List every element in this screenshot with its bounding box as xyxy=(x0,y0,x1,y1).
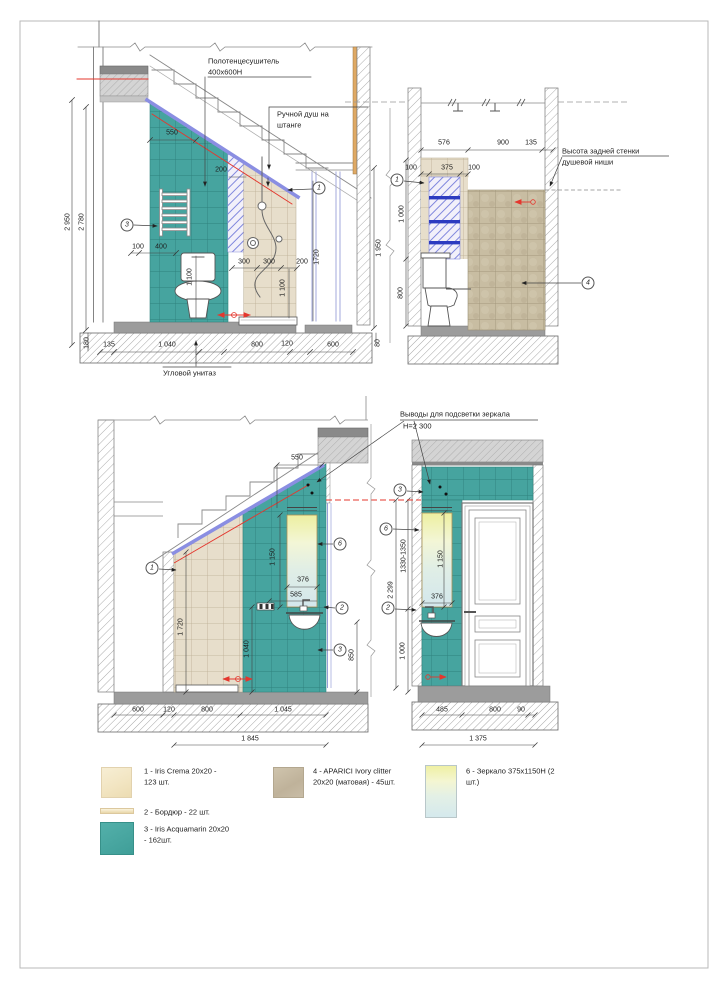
bl-dim-1150: 1 150 xyxy=(269,548,277,566)
bl-dim-1040: 1 040 xyxy=(243,640,251,658)
tl-dim-300-a: 300 xyxy=(238,258,250,266)
br-marker-3: 3 xyxy=(394,484,407,497)
br-ann-mirror-light-line1: Выводы для подсветки зеркала xyxy=(400,409,510,419)
legend-item1-line1: 1 - Iris Crema 20x20 - xyxy=(144,766,217,776)
bl-dim-1720: 1 720 xyxy=(177,618,185,636)
bl-dim-800: 800 xyxy=(201,706,213,714)
bl-dim-120: 120 xyxy=(163,706,175,714)
br-marker-6: 6 xyxy=(380,523,393,536)
tl-ann-corner-toilet: Угловой унитаз xyxy=(163,368,216,378)
swatch-iris-acquamarin xyxy=(100,822,134,855)
tr-dim-1000: 1 000 xyxy=(398,205,406,223)
tl-dim-2950: 2 950 xyxy=(64,213,72,231)
br-dim-1000: 1 000 xyxy=(399,642,407,660)
bl-dim-585: 585 xyxy=(290,591,302,599)
tr-marker-4: 4 xyxy=(582,277,595,290)
br-ann-mirror-light-line2: H=2 300 xyxy=(403,421,432,431)
legend-item6-line2: шт.) xyxy=(466,777,480,787)
tl-ann-handshower-line1: Ручной душ на xyxy=(277,109,329,119)
tr-dim-100-b: 100 xyxy=(468,164,480,172)
bl-dim-1845: 1 845 xyxy=(241,735,259,743)
tl-dim-1950: 1 950 xyxy=(375,239,383,257)
legend-item4-line2: 20x20 (матовая) - 45шт. xyxy=(313,777,396,787)
tl-dim-1100-shower: 1 100 xyxy=(279,279,287,297)
tl-dim-1040: 1 040 xyxy=(158,341,176,349)
tl-ann-towel-line2: 400x600Н xyxy=(208,67,243,77)
tl-dim-2780: 2 780 xyxy=(78,213,86,231)
legend-item4-line1: 4 - APARICI Ivory clitter xyxy=(313,766,392,776)
tl-dim-600: 600 xyxy=(327,341,339,349)
tl-marker-1: 1 xyxy=(313,182,326,195)
tl-dim-200-top: 200 xyxy=(215,166,227,174)
bl-dim-850: 850 xyxy=(348,649,356,661)
swatch-iris-crema xyxy=(101,767,132,798)
tl-dim-180: 180 xyxy=(83,337,91,349)
bl-dim-600: 600 xyxy=(132,706,144,714)
tr-dim-135: 135 xyxy=(525,139,537,147)
tr-dim-800: 800 xyxy=(397,287,405,299)
bl-marker-2: 2 xyxy=(336,602,349,615)
bl-marker-3: 3 xyxy=(334,644,347,657)
tr-ann-niche-line2: душевой ниши xyxy=(562,157,614,167)
br-dim-1375: 1 375 xyxy=(469,735,487,743)
tr-dim-900: 900 xyxy=(497,139,509,147)
legend-item3-line1: 3 - Iris Acquamarin 20x20 xyxy=(144,824,230,834)
br-dim-376: 376 xyxy=(431,593,443,601)
tl-dim-135: 135 xyxy=(103,341,115,349)
tl-dim-800: 800 xyxy=(251,341,263,349)
legend-item1-line2: 123 шт. xyxy=(144,777,170,787)
tl-dim-80: 80 xyxy=(374,339,382,347)
tr-dim-576: 576 xyxy=(438,139,450,147)
tl-dim-400: 400 xyxy=(155,243,167,251)
tl-ann-handshower-line2: штанге xyxy=(277,120,302,130)
bl-dim-550: 550 xyxy=(291,454,303,462)
swatch-aparici xyxy=(273,767,304,798)
tl-dim-120: 120 xyxy=(281,340,293,348)
legend-item3-line2: - 162шт. xyxy=(144,835,172,845)
legend-item2-line1: 2 - Бордюр - 22 шт. xyxy=(144,807,210,817)
swatch-mirror xyxy=(425,765,457,818)
tl-marker-3: 3 xyxy=(121,219,134,232)
tl-dim-550: 550 xyxy=(166,129,178,137)
swatch-border xyxy=(100,808,134,814)
tl-dim-200-right: 200 xyxy=(296,258,308,266)
br-marker-2: 2 xyxy=(382,602,395,615)
br-dim-1330-1350: 1330-1350 xyxy=(400,539,408,573)
bl-marker-6: 6 xyxy=(334,538,347,551)
tr-dim-375: 375 xyxy=(441,164,453,172)
br-dim-2299: 2 299 xyxy=(387,581,395,599)
bl-dim-376: 376 xyxy=(297,576,309,584)
br-dim-90: 90 xyxy=(517,706,525,714)
tl-dim-1100-left: 1 100 xyxy=(186,268,194,286)
tl-dim-100: 100 xyxy=(132,243,144,251)
tr-ann-niche-line1: Высота задней стенки xyxy=(562,146,640,156)
tr-marker-1: 1 xyxy=(391,174,404,187)
br-dim-800: 800 xyxy=(489,706,501,714)
bl-marker-1: 1 xyxy=(146,562,159,575)
tl-dim-300-b: 300 xyxy=(263,258,275,266)
legend-item6-line1: 6 - Зеркало 375x1150Н (2 xyxy=(466,766,555,776)
tl-dim-1720: 1720 xyxy=(313,249,321,265)
br-dim-1150: 1 150 xyxy=(437,550,445,568)
tl-ann-towel-line1: Полотенцесушитель xyxy=(208,56,280,66)
br-dim-485: 485 xyxy=(436,706,448,714)
bl-dim-1045: 1 045 xyxy=(274,706,292,714)
tr-dim-100-a: 100 xyxy=(405,164,417,172)
